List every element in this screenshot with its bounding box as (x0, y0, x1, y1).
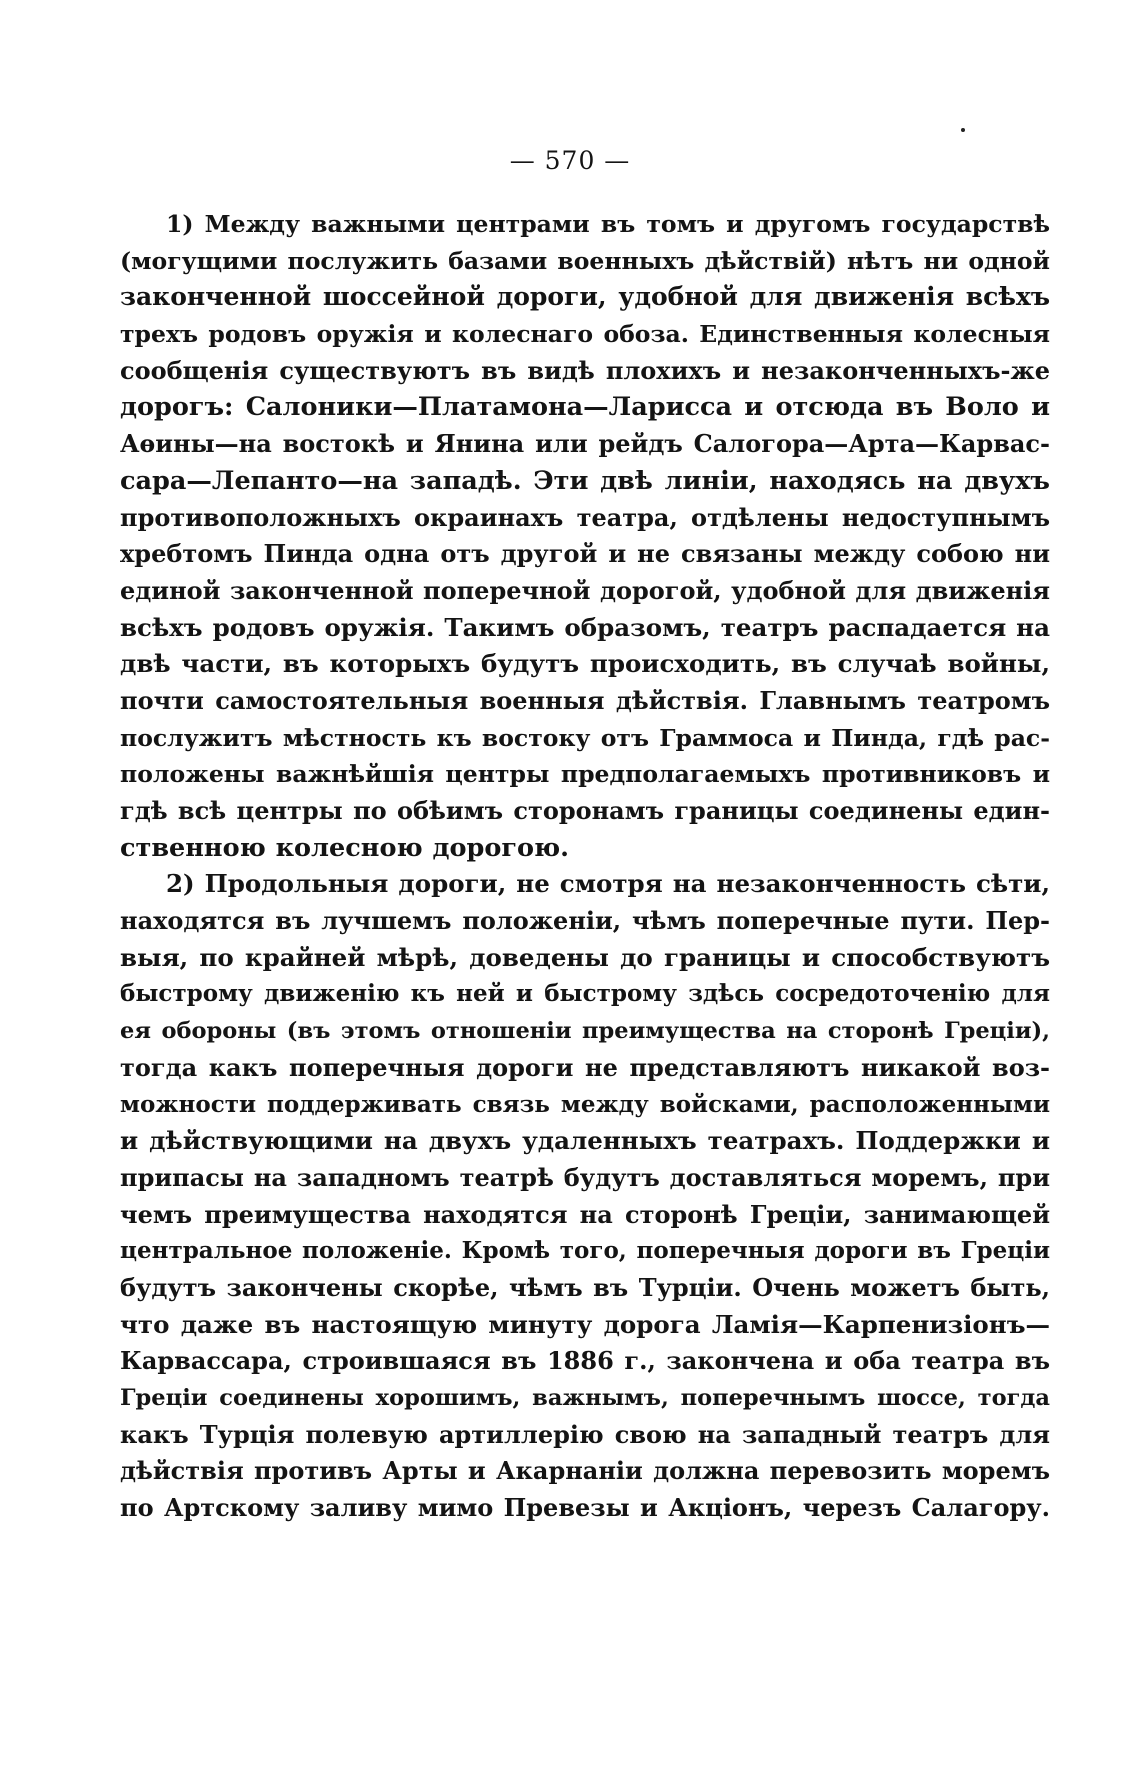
text-line: сара—Лепанто—на западѣ. Эти двѣ линіи, находясь на двухъ (120, 465, 1050, 496)
text-line: можности поддерживать связь между войсками, расположенными (120, 1090, 1050, 1118)
text-line: выя, по крайней мѣрѣ, доведены до границы и способствуютъ (120, 942, 1050, 972)
page-number: — 570 — (509, 146, 631, 175)
text-line: быстрому движенію къ ней и быстрому здѣсь сосредоточенію для (120, 980, 1050, 1008)
text-line: центральное положеніе. Кромѣ того, поперечныя дороги въ Греціи (120, 1237, 1050, 1265)
text-line: чемъ преимущества находятся на сторонѣ Греціи, занимающей (120, 1199, 1050, 1229)
text-line: (могущими послужить базами военныхъ дѣйствій) нѣтъ ни одной (120, 246, 1050, 275)
text-line: двѣ части, въ которыхъ будутъ происходить, въ случаѣ войны, (120, 649, 1050, 679)
text-line: сообщенія существуютъ въ видѣ плохихъ и незаконченныхъ-же (120, 355, 1050, 385)
text-line: единой законченной поперечной дорогой, удобной для движенія (120, 575, 1050, 605)
text-line: послужитъ мѣстность къ востоку отъ Граммоса и Пинда, гдѣ рас- (120, 723, 1050, 752)
text-line: положены важнѣйшія центры предполагаемыхъ противниковъ и (120, 760, 1050, 789)
text-line: будутъ закончены скорѣе, чѣмъ въ Турціи. Очень можетъ быть, (120, 1272, 1050, 1302)
text-line: дорогъ: Салоники—Платамона—Ларисса и отсюда въ Воло и (120, 392, 1050, 423)
text-line: хребтомъ Пинда одна отъ другой и не связаны между собою ни (120, 539, 1050, 569)
text-line: и дѣйствующими на двухъ удаленныхъ театрахъ. Поддержки и (120, 1126, 1050, 1156)
text-line: дѣйствія противъ Арты и Акарнаніи должна перевозить моремъ (120, 1456, 1050, 1486)
text-line: какъ Турція полевую артиллерію свою на западный театръ для (120, 1419, 1050, 1449)
paragraph-2 (120, 866, 1050, 1526)
text-line: Греціи соединены хорошимъ, важнымъ, поперечнымъ шоссе, тогда (120, 1385, 1050, 1411)
text-line: ея обороны (въ этомъ отношеніи преимущества на сторонѣ Греціи), (120, 1018, 1050, 1045)
paragraph-1 (120, 206, 1050, 866)
text-line: трехъ родовъ оружія и колеснаго обоза. Единственныя колесныя (120, 320, 1050, 349)
text-line: ственною колесною дорогою. (120, 832, 569, 863)
text-line: 1) Между важными центрами въ томъ и другомъ государствѣ (166, 210, 1050, 238)
text-line: противоположныхъ окраинахъ театра, отдѣлены недоступнымъ (120, 502, 1050, 532)
print-speck (961, 128, 965, 132)
page-body (120, 206, 1050, 1527)
text-line: по Артскому заливу мимо Превезы и Акціонъ, черезъ Салагору. (120, 1493, 1050, 1523)
text-line: находятся въ лучшемъ положеніи, чѣмъ поперечные пути. Пер- (120, 906, 1050, 936)
text-line: Карвассара, строившаяся въ 1886 г., закончена и оба театра въ (120, 1346, 1050, 1376)
text-line: что даже въ настоящую минуту дорога Ламія—Карпенизіонъ— (120, 1309, 1050, 1339)
text-line: Аѳины—на востокѣ и Янина или рейдъ Салогора—Арта—Карвас- (120, 429, 1050, 459)
text-line: 2) Продольныя дороги, не смотря на незаконченность сѣти, (166, 869, 1050, 899)
text-line: почти самостоятельныя военныя дѣйствія. Главнымъ театромъ (120, 685, 1050, 715)
text-line: припасы на западномъ театрѣ будутъ доставляться моремъ, при (120, 1162, 1050, 1192)
text-line: законченной шоссейной дороги, удобной для движенія всѣхъ (120, 282, 1050, 312)
text-line: всѣхъ родовъ оружія. Такимъ образомъ, театръ распадается на (120, 612, 1050, 642)
text-line: гдѣ всѣ центры по обѣимъ сторонамъ границы соединены един- (120, 796, 1050, 825)
text-line: тогда какъ поперечныя дороги не представляютъ никакой воз- (120, 1052, 1050, 1082)
